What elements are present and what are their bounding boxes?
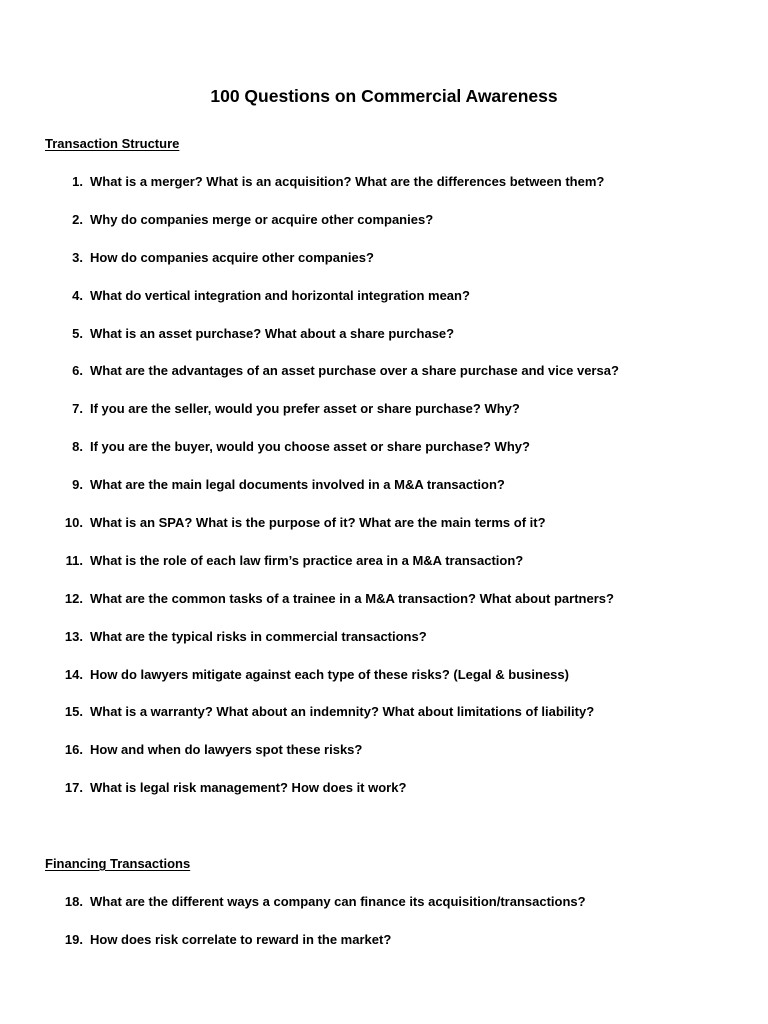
question-number: 8.: [72, 439, 83, 455]
question-item: [0, 437, 768, 475]
question-number: 16.: [64, 742, 83, 758]
question-item: [0, 551, 768, 589]
question-item: [0, 627, 768, 665]
question-text: What are the common tasks of a trainee in a M&A transaction? What about partners?: [90, 590, 614, 606]
section-heading-financing-transactions: Financing Transactions: [45, 856, 191, 871]
question-number: 11.: [65, 552, 83, 568]
question-number: 5.: [72, 325, 83, 341]
question-text: How do lawyers mitigate against each type of these risks? (Legal & business): [90, 666, 569, 682]
question-item: [0, 324, 768, 362]
question-number: 13.: [64, 628, 83, 644]
question-text: What do vertical integration and horizontal integration mean?: [90, 287, 470, 303]
section-heading-transaction-structure: Transaction Structure: [45, 136, 180, 151]
question-text: If you are the buyer, would you choose asset or share purchase? Why?: [90, 439, 530, 455]
question-text: What is a warranty? What about an indemnity? What about limitations of liability?: [90, 704, 595, 720]
question-text: If you are the seller, would you prefer asset or share purchase? Why?: [90, 401, 520, 417]
question-item: [0, 513, 768, 551]
question-text: How do companies acquire other companies?: [90, 249, 374, 265]
question-text: What is an asset purchase? What about a share purchase?: [90, 325, 455, 341]
question-text: What is legal risk management? How does it work?: [90, 780, 407, 796]
question-item: [0, 930, 768, 968]
question-number: 12.: [64, 590, 83, 606]
question-number: 6.: [72, 363, 83, 379]
question-number: 14.: [64, 666, 83, 682]
question-list-financing-transactions: [0, 892, 768, 968]
question-list-transaction-structure: [0, 172, 768, 816]
question-text: What is a merger? What is an acquisition? What are the differences between them?: [90, 174, 605, 189]
question-item: [0, 286, 768, 324]
question-text: How does risk correlate to reward in the market?: [90, 931, 392, 947]
question-item: [0, 740, 768, 778]
question-number: 9.: [72, 477, 83, 493]
question-number: 18.: [64, 894, 83, 909]
question-number: 19.: [64, 931, 83, 947]
question-item: [0, 210, 768, 248]
question-item: [0, 665, 768, 703]
question-item: [0, 589, 768, 627]
question-text: How and when do lawyers spot these risks?: [90, 742, 363, 758]
question-number: 15.: [64, 704, 83, 720]
question-number: 7.: [72, 401, 83, 417]
question-item: [0, 892, 768, 930]
question-item: [0, 361, 768, 399]
question-item: [0, 778, 768, 816]
question-text: What is the role of each law firm’s practice area in a M&A transaction?: [90, 552, 524, 568]
question-item: [0, 475, 768, 513]
document-title: 100 Questions on Commercial Awareness: [210, 86, 558, 106]
question-item: [0, 399, 768, 437]
question-number: 1.: [72, 174, 83, 189]
question-text: What is an SPA? What is the purpose of it? What are the main terms of it?: [90, 515, 546, 531]
question-number: 2.: [72, 211, 83, 227]
question-text: What are the advantages of an asset purchase over a share purchase and vice versa?: [90, 363, 619, 379]
question-text: What are the typical risks in commercial transactions?: [90, 628, 427, 644]
question-text: What are the different ways a company can finance its acquisition/transactions?: [90, 894, 586, 909]
question-item: [0, 702, 768, 740]
question-item: [0, 248, 768, 286]
question-text: Why do companies merge or acquire other companies?: [90, 211, 434, 227]
question-number: 10.: [64, 515, 83, 531]
question-text: What are the main legal documents involved in a M&A transaction?: [90, 477, 505, 493]
question-item: [0, 172, 768, 210]
question-number: 3.: [72, 249, 83, 265]
question-number: 4.: [72, 287, 83, 303]
question-number: 17.: [64, 780, 83, 796]
